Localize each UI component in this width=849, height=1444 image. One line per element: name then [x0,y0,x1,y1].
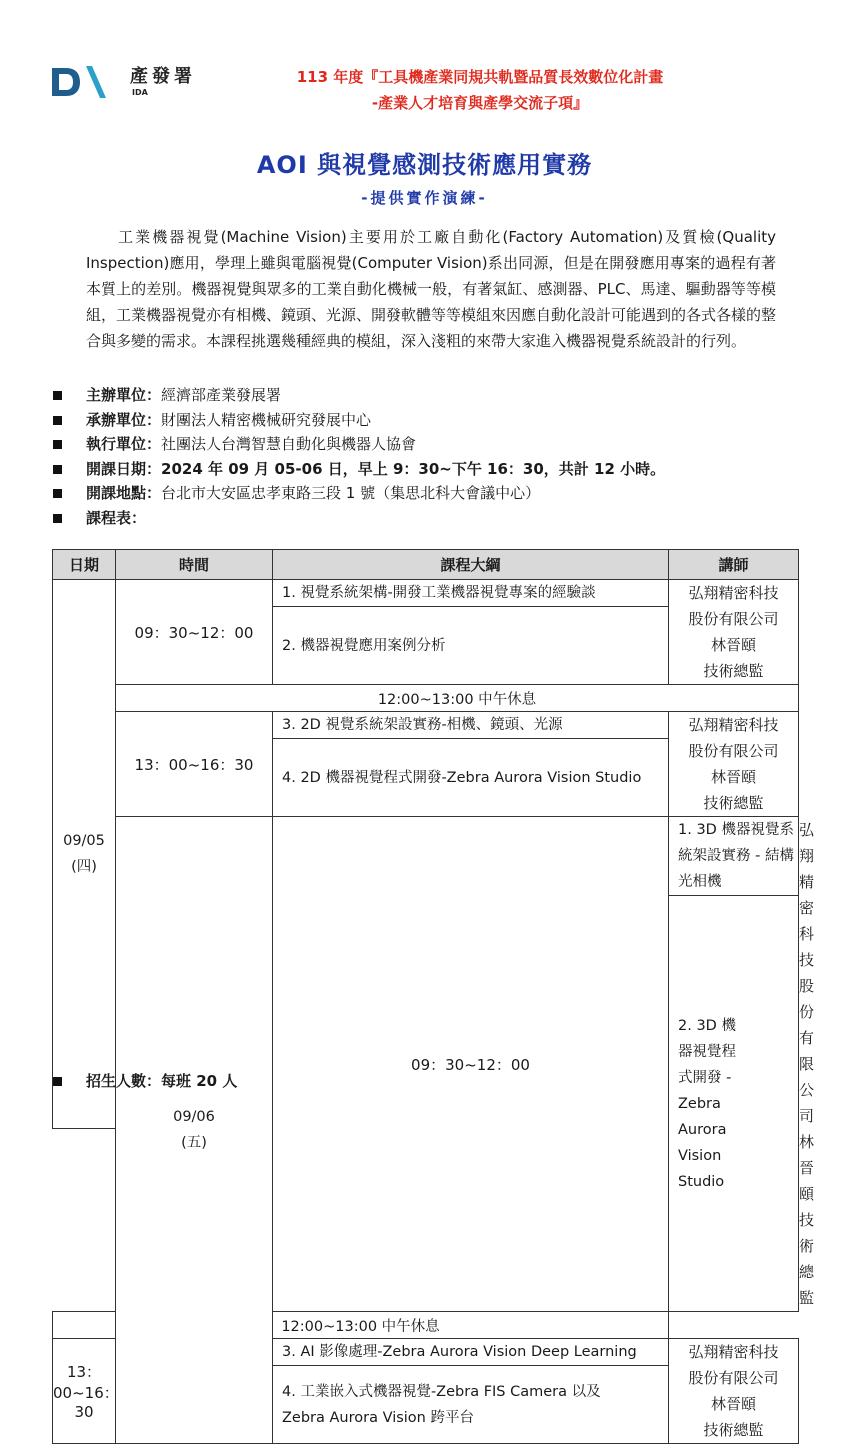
lunch-row [53,1312,799,1339]
info-key: 開課地點： [86,484,162,502]
topic-cell: 2. 3D 機器視覺程式開發 - Zebra Aurora Vision Studio [669,896,799,1312]
teacher-company-2: 股份有限公司 [688,742,779,760]
time-cell: 13：00~16：30 [116,712,273,817]
date-cell [53,580,116,1129]
schedule-table [52,549,815,1444]
page-title: AOI 與視覺感測技術應用實務 [256,151,593,179]
teacher-company: 弘翔精密科技 [688,716,779,734]
info-value: 經濟部產業發展署 [161,386,282,404]
teacher-cell [669,1339,799,1444]
enroll-info [50,1069,237,1093]
teacher-company-2: 股份有限公司 [688,1369,779,1387]
time-cell: 13：00~16：30 [53,1339,116,1444]
weekday-text: (四) [71,859,97,875]
topic-cell: 4. 2D 機器視覺程式開發-Zebra Aurora Vision Studio [273,739,669,817]
teacher-company: 弘翔精密科技 [688,584,779,602]
teacher-name: 林晉頤 [710,1395,756,1413]
topic-cell: 1. 3D 機器視覺系統架設實務 - 結構光相機 [669,817,799,896]
header-outline: 課程大綱 [273,550,669,580]
info-key: 承辦單位： [86,410,162,429]
table-row: 09/06 (五) 09：30~12：00 1. 3D 機器視覺系統架設實務 - 結構光相機 弘翔精密科技 股份有限公司 林晉頤 技術總監 [53,817,799,896]
info-value: 2024 年 09 月 05-06 日，早上 9：30~下午 16：30，共計 12 小時。 [161,459,666,478]
square-bullet-icon [53,465,62,474]
teacher-title: 技術總監 [703,1421,764,1439]
table-row [53,580,799,607]
topic-cell: 2. 機器視覺應用案例分析 [273,607,669,685]
info-item [50,383,790,408]
info-value: 財團法人精密機械研究發展中心 [161,410,372,429]
square-bullet-icon [53,440,62,449]
org-sub: IDA [132,88,148,97]
teacher-company-2: 股份有限公司 [688,610,779,628]
date-text: 09/06 [173,1109,215,1125]
teacher-cell [669,580,799,685]
table-row [53,712,799,739]
info-key: 課程表： [86,508,147,527]
header-date: 日期 [53,550,116,580]
time-cell: 09：30~12：00 [116,580,273,685]
plan-title [250,64,710,116]
info-key: 執行單位： [86,435,162,453]
lunch-cell: 12:00~13:00 中午休息 [116,685,799,712]
weekday-text: (五) [181,1135,207,1151]
teacher-title: 技術總監 [703,794,764,812]
info-item [50,481,790,506]
info-list [50,383,790,530]
table-header-row [53,550,799,580]
square-bullet-icon [53,514,62,523]
teacher-company: 弘翔精密科技 [688,1343,779,1361]
lunch-row [53,685,799,712]
info-key: 主辦單位： [86,386,162,404]
topic-cell: 3. 2D 視覺系統架設實務-相機、鏡頭、光源 [273,712,669,739]
plan-title-line1: 113 年度『工具機產業同規共軌暨品質長效數位化計畫 [296,68,664,86]
date-text: 09/05 [63,833,105,849]
topic-cell: 1. 視覺系統架構-開發工業機器視覺專案的經驗談 [273,580,669,607]
teacher-title: 技術總監 [703,662,764,680]
teacher-name: 林晉頤 [710,768,756,786]
header-teacher: 講師 [669,550,799,580]
square-bullet-icon [53,391,62,400]
square-bullet-icon [53,1077,62,1086]
info-key: 開課日期： [86,459,162,478]
plan-title-line2: -產業人才培育與產學交流子項』 [371,94,589,112]
info-value: 社團法人台灣智慧自動化與機器人協會 [161,435,417,453]
intro-text: 工業機器視覺(Machine Vision)主要用於工廠自動化(Factory Automation)及質檢(Quality Inspection)應用，學理上雖與電腦視覺(Computer Vision)系出同源，但是在開發應用專案的過程有著本質上的差別。機器視覺與眾多的工業自動化機械一般，有著氣缸、感測器、PLC、馬達、驅動器等等模組，工業機器視覺亦有相機、鏡頭、光源、開發軟體等等模組來因應自動化設計可能遇到的各式各樣的整合與多變的需求。本課程挑選幾種經典的模組，深入淺粗的來帶大家進入機器視覺系統設計的行列。 [86,228,777,350]
info-item [50,432,790,457]
time-cell: 09：30~12：00 [273,817,669,1312]
enroll-text: 招生人數：每班 20 人 [86,1072,238,1090]
square-bullet-icon [53,416,62,425]
square-bullet-icon [53,489,62,498]
topic-cell: 4. 工業嵌入式機器視覺-Zebra FIS Camera 以及 Zebra Aurora Vision 跨平台 [273,1366,669,1444]
info-item [50,457,790,482]
topic-cell: 3. AI 影像處理-Zebra Aurora Vision Deep Learning [273,1339,669,1366]
teacher-name: 林晉頤 [710,636,756,654]
ida-logo-icon [50,64,110,100]
page-subtitle: -提供實作演練- [361,189,488,207]
header-time: 時間 [116,550,273,580]
date-cell [116,817,273,1444]
teacher-cell [669,712,799,817]
info-item [50,506,790,531]
info-value: 台北市大安區忠孝東路三段 1 號（集思北科大會議中心） [161,484,541,502]
lunch-cell: 12:00~13:00 中午休息 [53,1312,669,1339]
intro-paragraph [86,224,776,354]
header [50,58,810,118]
org-name: 產發署 [130,66,196,87]
info-item [50,408,790,433]
